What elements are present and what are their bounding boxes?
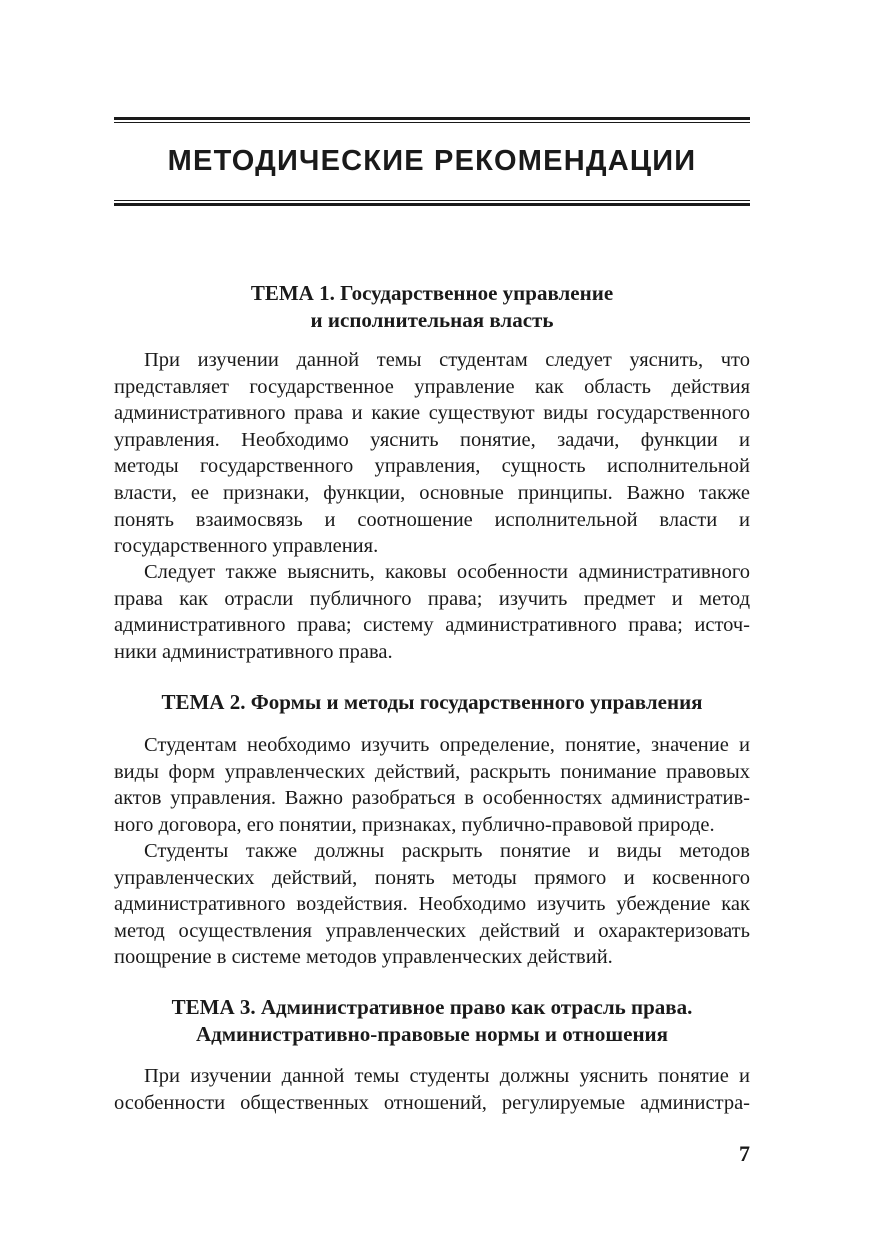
- topic-3-heading: [114, 994, 750, 1048]
- text-line: метод осуществления управленческих действий и охарактеризовать: [114, 919, 750, 942]
- text-line: ники административного права.: [114, 640, 393, 663]
- topic-heading-line: ТЕМА 1. Государственное управление: [250, 281, 614, 305]
- page-number: 7: [739, 1141, 750, 1166]
- text-line: понять взаимосвязь и соотношение исполнительной власти и: [114, 508, 750, 531]
- text-line: права как отрасли публичного права; изучить предмет и метод: [114, 587, 750, 610]
- text-line: виды форм управленческих действий, раскрыть понимание правовых: [114, 760, 750, 783]
- topic-heading-line: и исполнительная власть: [310, 308, 554, 332]
- topic-3-paragraph-1: [114, 1063, 750, 1116]
- header-top-rule: [114, 117, 750, 123]
- document-page: [114, 0, 750, 1241]
- text-line: При изучении данной темы студенты должны уяснить понятие и: [144, 1065, 750, 1087]
- topic-1-paragraph-2: [114, 559, 750, 665]
- text-line: Студенты также должны раскрыть понятие и виды методов: [144, 840, 750, 862]
- topic-heading-line: Административно-правовые нормы и отношения: [195, 1022, 669, 1046]
- topic-2-paragraph-1: [114, 732, 750, 838]
- text-line: управления. Необходимо уяснить понятие, задачи, функции и: [114, 428, 750, 451]
- topic-heading-line: ТЕМА 3. Административное право как отрасль права.: [171, 995, 693, 1019]
- text-line: Студентам необходимо изучить определение, понятие, значение и: [144, 734, 750, 756]
- text-line: актов управления. Важно разобраться в особенностях административ-: [114, 787, 750, 810]
- chapter-title: МЕТОДИЧЕСКИЕ РЕКОМЕНДАЦИИ: [167, 145, 697, 177]
- topic-1-heading: [114, 280, 750, 334]
- topic-1-paragraph-1: [114, 347, 750, 560]
- text-line: ного договора, его понятии, признаках, публично-правовой природе.: [114, 813, 715, 836]
- text-line: Следует также выяснить, каковы особенности административного: [144, 561, 750, 583]
- text-line: власти, ее признаки, функции, основные принципы. Важно также: [114, 481, 750, 504]
- topic-heading-line: ТЕМА 2. Формы и методы государственного управления: [161, 690, 703, 714]
- text-line: методы государственного управления, сущность исполнительной: [114, 455, 750, 478]
- text-line: государственного управления.: [114, 535, 379, 558]
- topic-2-paragraph-2: [114, 838, 750, 971]
- text-line: административного права; систему административного права; источ-: [114, 614, 750, 637]
- topic-2-heading: [114, 689, 750, 716]
- text-line: представляет государственное управление как область действия: [114, 375, 750, 398]
- text-line: административного воздействия. Необходимо изучить убеждение как: [114, 893, 750, 916]
- text-line: управленческих действий, понять методы прямого и косвенного: [114, 866, 750, 889]
- header-bottom-rule: [114, 200, 750, 206]
- text-line: поощрение в системе методов управленческих действий.: [114, 946, 613, 969]
- text-line: особенности общественных отношений, регулируемые администра-: [114, 1091, 750, 1114]
- text-line: административного права и какие существуют виды государственного: [114, 402, 750, 425]
- text-line: При изучении данной темы студентам следует уяснить, что: [144, 349, 750, 371]
